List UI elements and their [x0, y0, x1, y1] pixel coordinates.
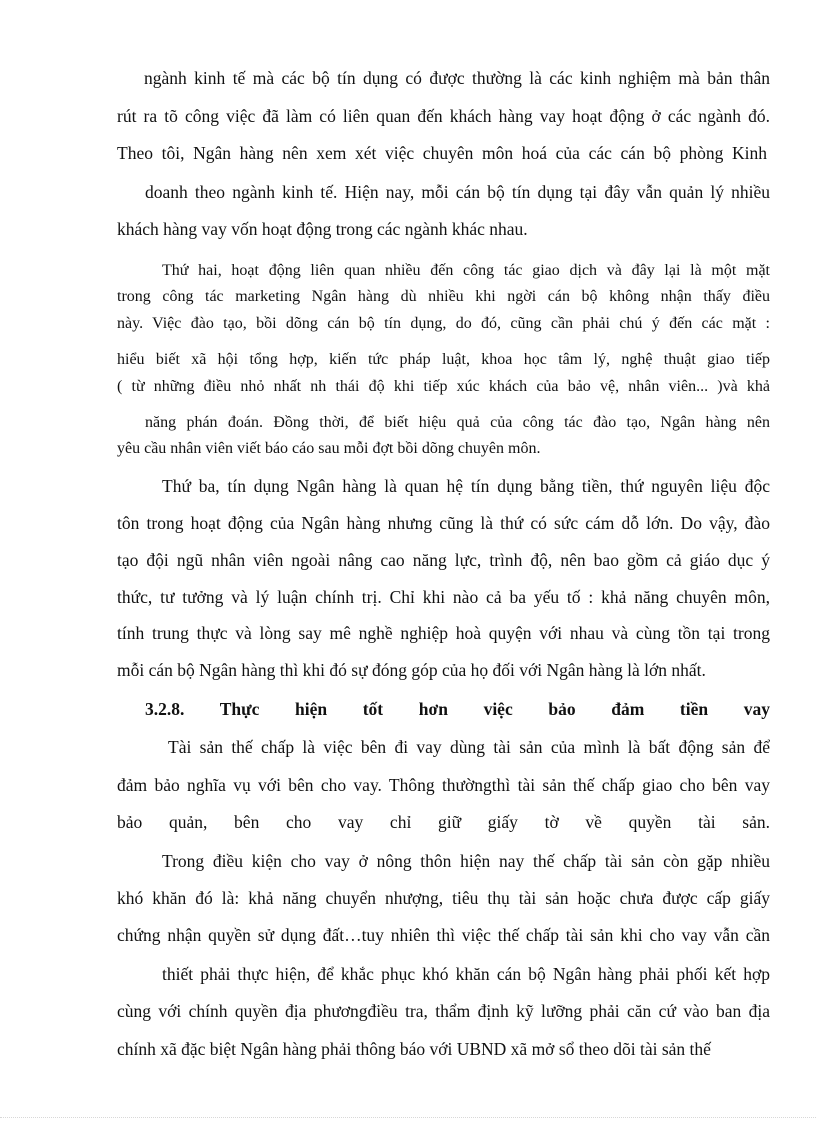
text-line: tính trung thực và lòng say mê nghề nghiệp hoà quyện với nhau và cùng tồn tại trong: [117, 623, 770, 643]
text-line: Thứ ba, tín dụng Ngân hàng là quan hệ tín dụng bằng tiền, thứ nguyên liệu độc: [162, 476, 770, 496]
page-bottom-divider: [0, 1117, 816, 1118]
text-line: Trong điều kiện cho vay ở nông thôn hiện nay thế chấp tài sản còn gặp nhiều: [162, 851, 770, 871]
text-line: doanh theo ngành kinh tế. Hiện nay, mỗi cán bộ tín dụng tại đây vẫn quản lý nhiều: [145, 182, 770, 202]
text-line: mỗi cán bộ Ngân hàng thì khi đó sự đóng góp của họ đối với Ngân hàng là lớn nhất.: [117, 660, 706, 680]
text-line: Thứ hai, hoạt động liên quan nhiều đến công tác giao dịch và đây lại là một mặt: [162, 262, 770, 279]
text-line: ( từ những điều nhỏ nhất nh thái độ khi tiếp xúc khách của bảo vệ, nhân viên... )và khả: [117, 378, 770, 395]
text-line: bảo quản, bên cho vay chỉ giữ giấy tờ về quyền tài sản.: [117, 812, 770, 832]
text-line: cùng với chính quyền địa phươngđiều tra, thẩm định kỹ lưỡng phải căn cứ vào ban địa: [117, 1001, 770, 1021]
text-line: yêu cầu nhân viên viết báo cáo sau mỗi đợt bồi dõng chuyên môn.: [117, 440, 541, 457]
section-heading: 3.2.8. Thực hiện tốt hơn việc bảo đảm tiền vay: [145, 699, 770, 719]
text-line: khó khăn đó là: khả năng chuyển nhượng, tiêu thụ tài sản hoặc chưa được cấp giấy: [117, 888, 770, 908]
text-line: đảm bảo nghĩa vụ với bên cho vay. Thông thườngthì tài sản thế chấp giao cho bên vay: [117, 775, 770, 795]
text-line: tôn trong hoạt động của Ngân hàng nhưng cũng là thứ có sức cám dỗ lớn. Do vậy, đào: [117, 513, 770, 533]
text-line: hiểu biết xã hội tổng hợp, kiến tức pháp luật, khoa học tâm lý, nghệ thuật giao tiếp: [117, 351, 770, 368]
text-line: chứng nhận quyền sử dụng đất…tuy nhiên thì việc thế chấp tài sản khi cho vay vẫn cần: [117, 925, 770, 945]
text-line: chính xã đặc biệt Ngân hàng phải thông báo với UBND xã mở sổ theo dõi tài sản thế: [117, 1039, 711, 1059]
text-line: rút ra tõ công việc đã làm có liên quan đến khách hàng vay hoạt động ở các ngành đó.: [117, 106, 770, 126]
text-line: này. Việc đào tạo, bồi dõng cán bộ tín dụng, do đó, cũng cần phải chú ý đến các mặt :: [117, 315, 770, 332]
text-line: khách hàng vay vốn hoạt động trong các ngành khác nhau.: [117, 219, 528, 239]
text-line: thức, tư tưởng và lý luận chính trị. Chỉ khi nào cả ba yếu tố : khả năng chuyên môn,: [117, 587, 770, 607]
text-line: Tài sản thế chấp là việc bên đi vay dùng tài sản của mình là bất động sản để: [168, 737, 770, 757]
text-line: trong công tác marketing Ngân hàng dù nhiều khi ngời cán bộ không nhận thấy điều: [117, 288, 770, 305]
text-line: tạo đội ngũ nhân viên ngoài nâng cao năng lực, trình độ, nên bao gồm cả giáo dục ý: [117, 550, 770, 570]
text-line: năng phán đoán. Đồng thời, để biết hiệu quả của công tác đào tạo, Ngân hàng nên: [145, 414, 770, 431]
text-line: Theo tôi, Ngân hàng nên xem xét việc chuyên môn hoá của các cán bộ phòng Kinh: [117, 143, 767, 163]
text-line: thiết phải thực hiện, để khắc phục khó khăn cán bộ Ngân hàng phải phối kết hợp: [162, 964, 770, 984]
text-line: ngành kinh tế mà các bộ tín dụng có được thường là các kinh nghiệm mà bản thân: [144, 68, 770, 88]
